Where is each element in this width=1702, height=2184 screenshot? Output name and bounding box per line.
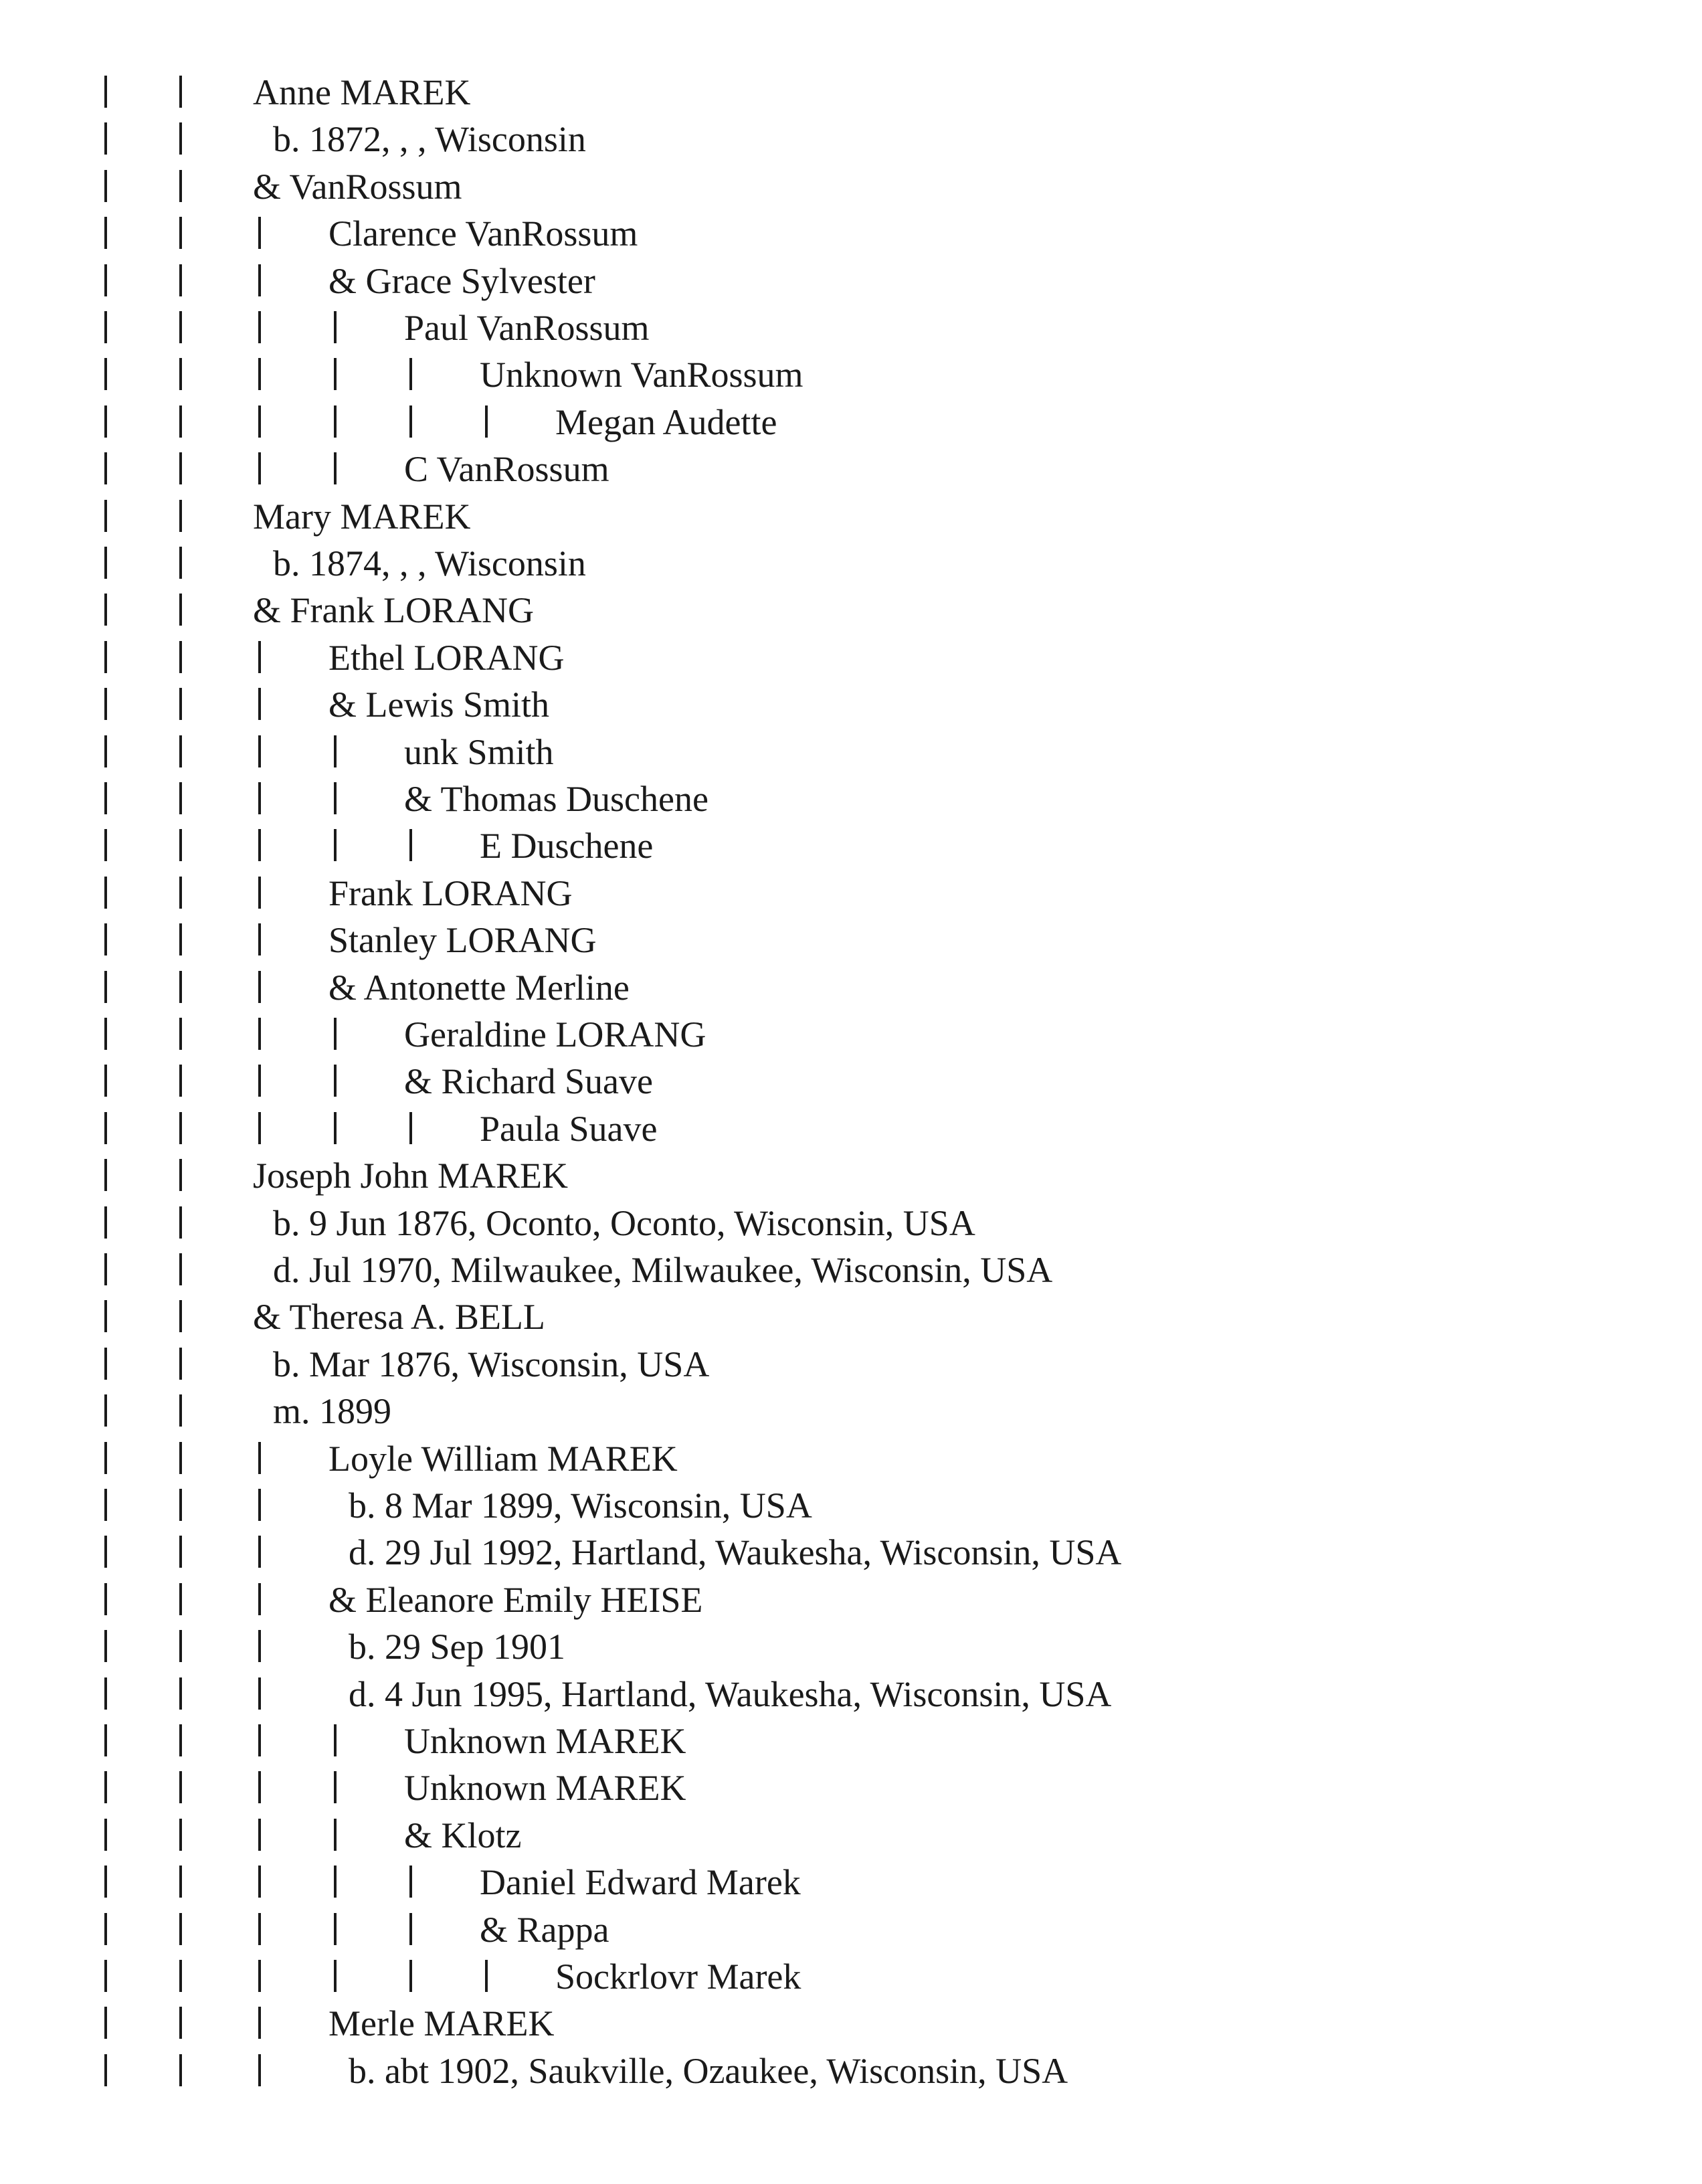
tree-connector-line — [104, 1300, 107, 1332]
tree-connector-line — [179, 1206, 182, 1239]
tree-connector-line — [179, 1819, 182, 1851]
person-name-text: & Lewis Smith — [328, 685, 550, 725]
person-name-text: & Grace Sylvester — [328, 260, 595, 301]
person-detail-text: m. 1899 — [273, 1391, 392, 1432]
person-detail-text: b. 8 Mar 1899, Wisconsin, USA — [349, 1485, 812, 1526]
tree-row — [0, 304, 1702, 351]
tree-row — [0, 1341, 1702, 1388]
tree-connector-line — [104, 2054, 107, 2086]
tree-connector-line — [104, 358, 107, 390]
tree-connector-line — [179, 1442, 182, 1474]
tree-connector-line — [104, 1065, 107, 1097]
tree-row — [0, 917, 1702, 964]
tree-connector-line — [334, 452, 337, 484]
tree-connector-line — [104, 1583, 107, 1615]
person-name-text: Mary MAREK — [253, 496, 471, 537]
tree-connector-line — [104, 217, 107, 249]
tree-connector-line — [179, 76, 182, 108]
tree-connector-line — [485, 1960, 488, 1992]
person-name-text: & Thomas Duschene — [404, 779, 708, 819]
tree-connector-line — [179, 1677, 182, 1710]
tree-row — [0, 1105, 1702, 1152]
tree-connector-line — [104, 264, 107, 296]
tree-connector-line — [179, 170, 182, 202]
tree-connector-line — [179, 735, 182, 767]
tree-connector-line — [104, 1819, 107, 1851]
tree-connector-line — [104, 1677, 107, 1710]
person-name-text: Geraldine LORANG — [404, 1014, 706, 1055]
tree-connector-line — [179, 1913, 182, 1945]
tree-connector-line — [179, 1630, 182, 1662]
tree-row — [0, 1293, 1702, 1340]
person-name-text: Daniel Edward Marek — [480, 1862, 801, 1903]
tree-connector-line — [179, 1724, 182, 1756]
tree-connector-line — [179, 2007, 182, 2039]
tree-row — [0, 116, 1702, 163]
tree-connector-line — [258, 1536, 261, 1568]
tree-connector-line — [104, 971, 107, 1003]
person-name-text: Paula Suave — [480, 1108, 658, 1149]
person-name-text: Unknown MAREK — [404, 1721, 686, 1761]
tree-connector-line — [409, 1913, 412, 1945]
tree-connector-line — [258, 1819, 261, 1851]
tree-connector-line — [258, 358, 261, 390]
tree-connector-line — [258, 1724, 261, 1756]
tree-connector-line — [334, 782, 337, 814]
tree-connector-line — [179, 971, 182, 1003]
tree-connector-line — [258, 405, 261, 438]
tree-row — [0, 258, 1702, 304]
tree-connector-line — [104, 1442, 107, 1474]
tree-connector-line — [258, 1771, 261, 1803]
tree-connector-line — [179, 1159, 182, 1191]
tree-connector-line — [334, 829, 337, 861]
person-name-text: Clarence VanRossum — [328, 213, 638, 254]
person-name-text: & Richard Suave — [404, 1061, 653, 1102]
tree-row — [0, 1011, 1702, 1058]
tree-connector-line — [104, 2007, 107, 2039]
person-detail-text: b. 1872, , , Wisconsin — [273, 119, 586, 160]
tree-row — [0, 870, 1702, 917]
person-detail-text: b. abt 1902, Saukville, Ozaukee, Wisconsin, USA — [349, 2050, 1068, 2091]
tree-connector-line — [334, 1865, 337, 1898]
tree-connector-line — [334, 1724, 337, 1756]
person-name-text: & Frank LORANG — [253, 590, 534, 631]
person-name-text: Unknown MAREK — [404, 1768, 686, 1809]
tree-connector-line — [104, 452, 107, 484]
tree-connector-line — [179, 1348, 182, 1380]
tree-connector-line — [179, 923, 182, 955]
tree-connector-line — [485, 405, 488, 438]
tree-row — [0, 822, 1702, 869]
tree-connector-line — [179, 1065, 182, 1097]
tree-connector-line — [179, 782, 182, 814]
tree-row — [0, 351, 1702, 398]
tree-connector-line — [334, 1771, 337, 1803]
tree-connector-line — [334, 358, 337, 390]
tree-row — [0, 1576, 1702, 1623]
person-name-text: & Klotz — [404, 1815, 522, 1855]
tree-connector-line — [104, 1536, 107, 1568]
tree-row — [0, 163, 1702, 210]
person-name-text: C VanRossum — [404, 449, 609, 490]
tree-connector-line — [258, 2007, 261, 2039]
tree-connector-line — [179, 547, 182, 579]
tree-connector-line — [104, 641, 107, 673]
tree-connector-line — [104, 1960, 107, 1992]
tree-connector-line — [258, 1865, 261, 1898]
tree-row — [0, 2000, 1702, 2047]
tree-connector-line — [104, 405, 107, 438]
tree-row — [0, 1529, 1702, 1576]
person-detail-text: d. 29 Jul 1992, Hartland, Waukesha, Wisconsin, USA — [349, 1532, 1122, 1573]
tree-connector-line — [334, 1112, 337, 1144]
tree-connector-line — [104, 1253, 107, 1285]
tree-row — [0, 540, 1702, 587]
tree-connector-line — [104, 311, 107, 343]
tree-row — [0, 681, 1702, 728]
tree-connector-line — [104, 594, 107, 626]
tree-connector-line — [258, 1065, 261, 1097]
tree-connector-line — [104, 1206, 107, 1239]
tree-row — [0, 1152, 1702, 1199]
person-detail-text: b. 1874, , , Wisconsin — [273, 543, 586, 583]
tree-connector-line — [104, 1159, 107, 1191]
tree-connector-line — [179, 1771, 182, 1803]
tree-connector-line — [104, 735, 107, 767]
tree-connector-line — [104, 688, 107, 720]
tree-row — [0, 1247, 1702, 1293]
tree-row — [0, 1953, 1702, 2000]
tree-connector-line — [409, 358, 412, 390]
tree-connector-line — [104, 1018, 107, 1050]
person-name-text: Paul VanRossum — [404, 308, 650, 348]
tree-connector-line — [104, 1394, 107, 1427]
person-detail-text: b. 9 Jun 1876, Oconto, Oconto, Wisconsin, USA — [273, 1202, 975, 1243]
person-name-text: Merle MAREK — [328, 2003, 555, 2044]
tree-connector-line — [104, 547, 107, 579]
tree-row — [0, 1388, 1702, 1435]
tree-row — [0, 1859, 1702, 1906]
tree-row — [0, 210, 1702, 257]
tree-connector-line — [258, 1442, 261, 1474]
person-name-text: Loyle William MAREK — [328, 1438, 678, 1479]
tree-connector-line — [409, 1112, 412, 1144]
tree-connector-line — [104, 782, 107, 814]
tree-connector-line — [179, 1865, 182, 1898]
tree-connector-line — [179, 1253, 182, 1285]
person-name-text: E Duschene — [480, 826, 654, 867]
person-name-text: Sockrlovr Marek — [555, 1956, 801, 1997]
tree-row — [0, 1906, 1702, 1953]
tree-connector-line — [258, 1112, 261, 1144]
tree-connector-line — [258, 782, 261, 814]
tree-connector-line — [104, 1865, 107, 1898]
tree-row — [0, 634, 1702, 681]
tree-connector-line — [258, 1489, 261, 1521]
person-name-text: Ethel LORANG — [328, 637, 565, 678]
tree-connector-line — [258, 1913, 261, 1945]
person-name-text: & Rappa — [480, 1909, 609, 1950]
tree-connector-line — [258, 877, 261, 909]
person-name-text: Stanley LORANG — [328, 920, 597, 961]
tree-connector-line — [409, 1865, 412, 1898]
person-name-text: Unknown VanRossum — [480, 355, 803, 395]
tree-connector-line — [104, 1348, 107, 1380]
tree-connector-line — [258, 452, 261, 484]
tree-connector-line — [258, 2054, 261, 2086]
tree-connector-line — [179, 688, 182, 720]
tree-connector-line — [104, 122, 107, 155]
person-name-text: & Antonette Merline — [328, 967, 630, 1008]
tree-row — [0, 1623, 1702, 1670]
tree-row — [0, 1812, 1702, 1859]
tree-row — [0, 1200, 1702, 1247]
tree-connector-line — [179, 1583, 182, 1615]
person-detail-text: b. Mar 1876, Wisconsin, USA — [273, 1344, 710, 1384]
tree-connector-line — [258, 1018, 261, 1050]
tree-connector-line — [104, 500, 107, 532]
tree-connector-line — [258, 1583, 261, 1615]
tree-connector-line — [179, 829, 182, 861]
tree-connector-line — [104, 829, 107, 861]
tree-connector-line — [258, 641, 261, 673]
tree-connector-line — [258, 971, 261, 1003]
tree-connector-line — [334, 1960, 337, 1992]
tree-row — [0, 1671, 1702, 1718]
person-name-text: Anne MAREK — [253, 72, 471, 112]
tree-connector-line — [104, 1489, 107, 1521]
person-name-text: Joseph John MAREK — [253, 1156, 569, 1196]
tree-row — [0, 69, 1702, 116]
tree-row — [0, 446, 1702, 492]
tree-connector-line — [334, 405, 337, 438]
tree-row — [0, 587, 1702, 634]
tree-connector-line — [179, 1018, 182, 1050]
tree-connector-line — [104, 877, 107, 909]
tree-connector-line — [258, 1960, 261, 1992]
tree-connector-line — [179, 1489, 182, 1521]
tree-connector-line — [409, 405, 412, 438]
tree-connector-line — [179, 594, 182, 626]
tree-connector-line — [179, 452, 182, 484]
tree-connector-line — [334, 1065, 337, 1097]
tree-row — [0, 1435, 1702, 1482]
tree-connector-line — [179, 641, 182, 673]
tree-connector-line — [334, 1018, 337, 1050]
tree-connector-line — [258, 311, 261, 343]
person-name-text: Megan Audette — [555, 401, 777, 442]
tree-connector-line — [179, 1112, 182, 1144]
tree-connector-line — [104, 1112, 107, 1144]
tree-connector-line — [104, 1771, 107, 1803]
tree-connector-line — [104, 76, 107, 108]
tree-connector-line — [258, 1677, 261, 1710]
tree-connector-line — [179, 877, 182, 909]
tree-connector-line — [179, 2054, 182, 2086]
tree-row — [0, 964, 1702, 1011]
person-name-text: & Theresa A. BELL — [253, 1297, 545, 1338]
person-detail-text: d. 4 Jun 1995, Hartland, Waukesha, Wisconsin, USA — [349, 1673, 1112, 1714]
tree-row — [0, 2047, 1702, 2094]
tree-connector-line — [179, 122, 182, 155]
tree-connector-line — [179, 311, 182, 343]
tree-connector-line — [409, 829, 412, 861]
tree-connector-line — [104, 1724, 107, 1756]
tree-connector-line — [179, 358, 182, 390]
tree-row — [0, 1482, 1702, 1529]
tree-connector-line — [258, 829, 261, 861]
tree-connector-line — [258, 735, 261, 767]
tree-row — [0, 1718, 1702, 1764]
tree-connector-line — [104, 1630, 107, 1662]
tree-connector-line — [334, 1819, 337, 1851]
tree-connector-line — [409, 1960, 412, 1992]
tree-connector-line — [104, 170, 107, 202]
tree-connector-line — [104, 923, 107, 955]
person-detail-text: b. 29 Sep 1901 — [349, 1627, 565, 1667]
tree-connector-line — [334, 735, 337, 767]
tree-connector-line — [258, 688, 261, 720]
tree-connector-line — [334, 311, 337, 343]
tree-connector-line — [258, 1630, 261, 1662]
tree-row — [0, 399, 1702, 446]
tree-row — [0, 1764, 1702, 1811]
tree-connector-line — [179, 264, 182, 296]
tree-connector-line — [179, 217, 182, 249]
tree-connector-line — [258, 217, 261, 249]
tree-row — [0, 1058, 1702, 1105]
person-name-text: & VanRossum — [253, 166, 462, 207]
person-detail-text: d. Jul 1970, Milwaukee, Milwaukee, Wisconsin, USA — [273, 1250, 1053, 1290]
tree-connector-line — [179, 1960, 182, 1992]
person-name-text: unk Smith — [404, 731, 554, 772]
tree-connector-line — [258, 923, 261, 955]
person-name-text: Frank LORANG — [328, 873, 573, 913]
tree-connector-line — [104, 1913, 107, 1945]
tree-connector-line — [179, 1394, 182, 1427]
tree-connector-line — [258, 264, 261, 296]
tree-connector-line — [179, 500, 182, 532]
tree-connector-line — [334, 1913, 337, 1945]
tree-connector-line — [179, 1536, 182, 1568]
tree-row — [0, 493, 1702, 540]
tree-connector-line — [179, 405, 182, 438]
tree-row — [0, 729, 1702, 776]
tree-connector-line — [179, 1300, 182, 1332]
person-name-text: & Eleanore Emily HEISE — [328, 1579, 703, 1620]
tree-row — [0, 776, 1702, 822]
